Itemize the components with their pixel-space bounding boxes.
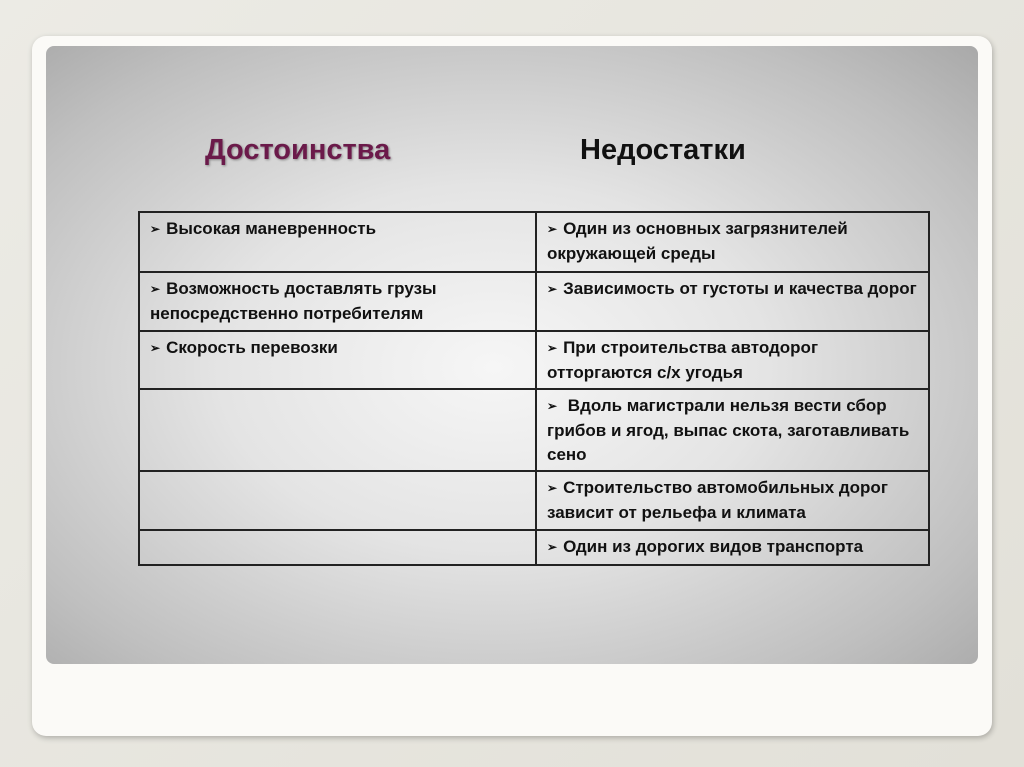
bullet-arrow-icon: ➢ <box>547 481 558 495</box>
disadvantage-cell <box>536 471 929 530</box>
advantage-cell <box>139 212 536 272</box>
disadvantage-cell <box>536 389 929 471</box>
bullet-arrow-icon: ➢ <box>547 399 558 413</box>
disadvantage-text: Один из дорогих видов транспорта <box>563 537 864 556</box>
disadvantage-cell <box>536 272 929 331</box>
table-row <box>139 471 929 530</box>
advantage-cell <box>139 471 536 530</box>
table-row <box>139 331 929 389</box>
table-row <box>139 212 929 272</box>
bullet-arrow-icon: ➢ <box>547 222 558 236</box>
advantage-cell <box>139 272 536 331</box>
advantage-cell <box>139 530 536 565</box>
disadvantages-heading: Недостатки <box>580 134 746 166</box>
advantage-cell <box>139 389 536 471</box>
disadvantage-cell <box>536 212 929 272</box>
bullet-arrow-icon: ➢ <box>547 282 558 296</box>
advantage-cell <box>139 331 536 389</box>
disadvantage-cell <box>536 331 929 389</box>
bullet-arrow-icon: ➢ <box>547 540 558 554</box>
advantage-text: Скорость перевозки <box>166 338 338 357</box>
table-row <box>139 389 929 471</box>
disadvantage-cell <box>536 530 929 565</box>
disadvantage-text: Зависимость от густоты и качества дорог <box>563 279 917 298</box>
table-row <box>139 530 929 565</box>
advantages-heading: Достоинства <box>205 134 391 166</box>
advantage-text: Возможность доставлять грузы непосредственно потребителям <box>150 279 437 323</box>
advantage-text: Высокая маневренность <box>166 219 377 238</box>
disadvantage-text: Строительство автомобильных дорог зависит от рельефа и климата <box>547 478 888 522</box>
bullet-arrow-icon: ➢ <box>150 341 161 355</box>
bullet-arrow-icon: ➢ <box>150 222 161 236</box>
bullet-arrow-icon: ➢ <box>150 282 161 296</box>
table-row <box>139 272 929 331</box>
disadvantage-text: При строительства автодорог отторгаются с/х угодья <box>547 338 819 382</box>
disadvantage-text: Вдоль магистрали нельзя вести сбор грибов и ягод, выпас скота, заготавливать сено <box>547 396 910 464</box>
bullet-arrow-icon: ➢ <box>547 341 558 355</box>
comparison-table <box>138 211 930 566</box>
disadvantage-text: Один из основных загрязнителей окружающей среды <box>547 219 848 263</box>
